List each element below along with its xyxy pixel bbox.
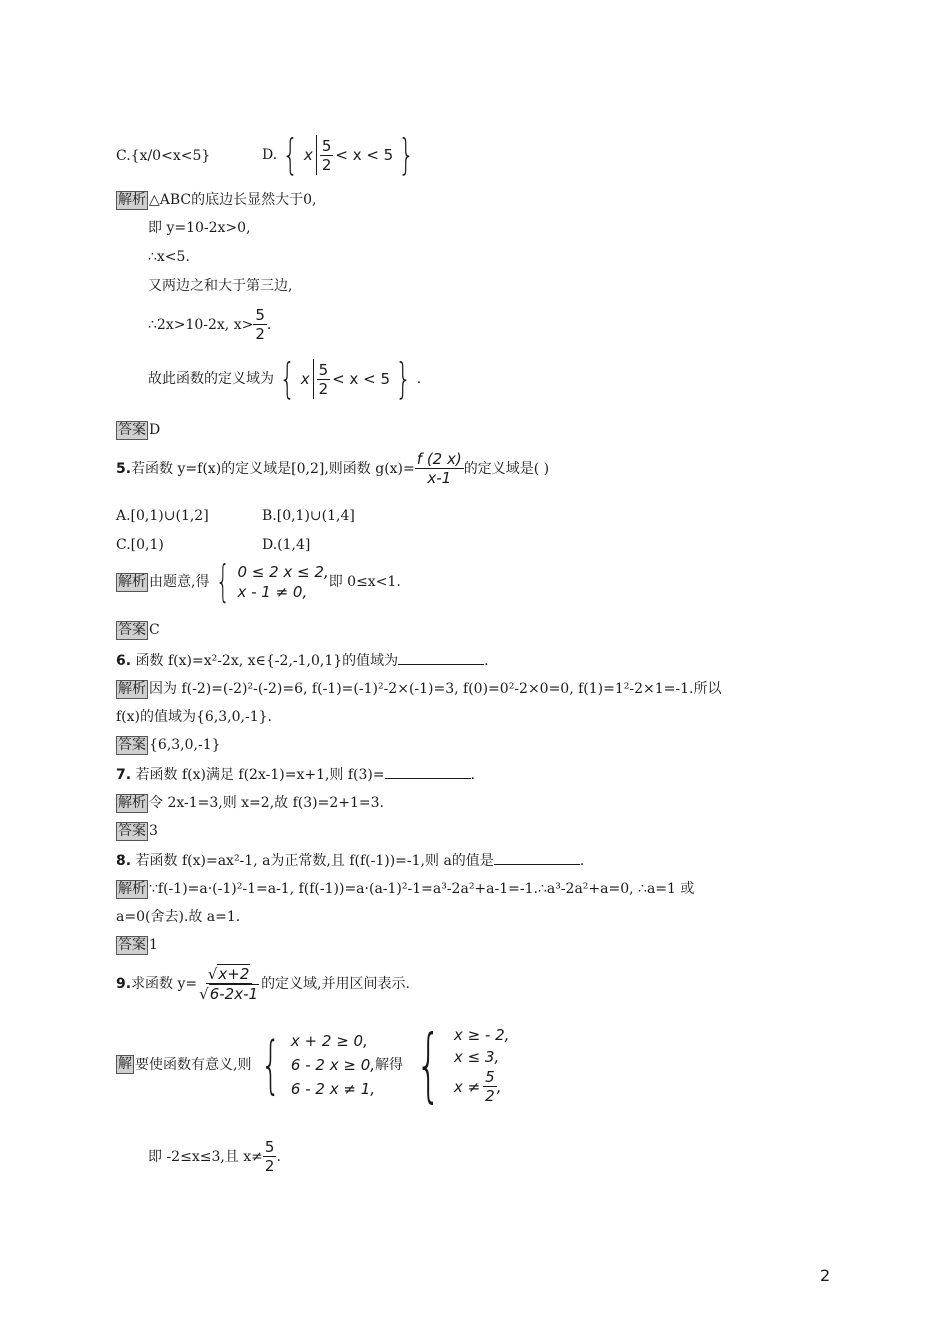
q6-analysis-text: 因为 f(-2)=(-2)²-(-2)=6, f(-1)=(-1)²-2×(-1)=3, f(0)=0²-2×0=0, f(1)=1²-2×1=-1.所以	[149, 681, 722, 697]
q4-option-d-var: x	[303, 146, 313, 164]
question-number: 5.	[116, 460, 132, 477]
q7-answer	[116, 821, 158, 841]
q4-analysis-text: △ABC的底边长显然大于0,	[149, 192, 317, 208]
q5-analysis-end: 即 0≤x<1.	[328, 574, 401, 590]
answer-blank	[385, 764, 471, 779]
radicand: 6-2x-1	[209, 985, 259, 1003]
question-number: 7.	[116, 767, 132, 783]
set-bar	[313, 359, 314, 399]
frac-numerator: 5	[321, 136, 332, 155]
q4-option-d-prefix: D.	[262, 147, 278, 163]
sqrt-icon: √	[199, 985, 209, 1003]
q5-analysis	[116, 556, 401, 607]
q9-equation-system-2	[403, 1017, 510, 1111]
analysis-tag: 解析	[118, 192, 146, 208]
q9-final-text: 即 -2≤x≤3,且 x≠	[148, 1148, 263, 1165]
frac-numerator: 5	[485, 1068, 495, 1086]
answer-tag: 答案	[118, 737, 146, 753]
q5-equation-system	[209, 556, 329, 607]
q9-solution	[116, 1017, 510, 1111]
answer-tag: 答案	[118, 622, 146, 638]
q4-analysis-line3: ∴x<5.	[148, 249, 190, 265]
system-row: x - 1 ≠ 0,	[237, 583, 308, 601]
q6-answer	[116, 735, 221, 755]
q5-option-a: A.[0,1)∪(1,2]	[116, 508, 209, 524]
system-row: x + 2 ≥ 0,	[290, 1031, 368, 1050]
left-brace-glyph: {	[415, 1017, 442, 1111]
analysis-tag: 解析	[118, 573, 146, 590]
q9-stem-text: 求函数 y=	[131, 975, 198, 992]
frac-denominator: 2	[255, 325, 265, 343]
q8-answer-value: 1	[149, 937, 158, 953]
q9-fraction	[197, 964, 261, 1003]
radicand: x+2	[218, 965, 250, 983]
q5-stem	[116, 450, 549, 487]
q9-stem-end: 的定义域,并用区间表示.	[261, 975, 410, 992]
q9-equation-system-1	[251, 1029, 375, 1101]
frac-denominator: 2	[264, 1157, 275, 1175]
q8-stem-text: 若函数 f(x)=ax²-1, a为正常数,且 f(f(-1))=-1,则 a的值是	[135, 853, 494, 869]
system-row-end: ,	[496, 1077, 502, 1096]
q4-analysis-line5	[148, 306, 271, 343]
frac-denominator: x-1	[427, 469, 452, 487]
system-row	[454, 1068, 509, 1105]
q6-analysis-line2: f(x)的值域为{6,3,0,-1}.	[116, 709, 272, 725]
q4-line6-text: 故此函数的定义域为	[148, 371, 274, 387]
q5-answer-value: C	[149, 622, 160, 638]
frac-denominator: 2	[321, 155, 332, 174]
q9-solution-mid: 解得	[375, 1056, 404, 1073]
set-bar	[316, 135, 317, 175]
q6-analysis-line1	[116, 679, 721, 699]
q6-stem-end: .	[484, 653, 489, 669]
system-row: x ≤ 3,	[453, 1048, 500, 1066]
q9-solution-text: 要使函数有意义,则	[135, 1056, 252, 1073]
q8-answer	[116, 935, 158, 955]
frac-numerator: 5	[264, 1138, 275, 1156]
q4-option-c: C.{x/0<x<5}	[116, 148, 211, 164]
question-number: 6.	[116, 653, 132, 669]
q4-line5-end: .	[266, 316, 272, 333]
solution-tag: 解	[118, 1056, 132, 1072]
q8-analysis-text: ∵f(-1)=a·(-1)²-1=a-1, f(f(-1))=a·(a-1)²-1=a³-2a²+a-1=-1.∴a³-2a²+a=0, ∴a=1 或	[149, 881, 695, 897]
q4-line6-rest: < x < 5	[332, 370, 391, 388]
q6-answer-value: {6,3,0,-1}	[149, 737, 221, 753]
q6-stem	[116, 650, 489, 671]
q8-stem-end: .	[579, 853, 585, 869]
question-number: 9.	[116, 975, 132, 992]
frac-numerator: f (2 x)	[416, 450, 462, 468]
system-row: 6 - 2 x ≠ 1,	[290, 1079, 376, 1098]
analysis-tag: 解析	[118, 681, 146, 697]
q4-line6-end: .	[416, 371, 422, 387]
q4-line6-var: x	[300, 370, 310, 388]
q7-analysis	[116, 793, 384, 813]
page-number: 2	[820, 1266, 831, 1285]
left-brace-glyph: {	[261, 1027, 282, 1101]
frac-denominator	[197, 984, 261, 1003]
q7-stem-text: 若函数 f(x)满足 f(2x-1)=x+1,则 f(3)=	[135, 767, 385, 783]
q4-analysis-line4: 又两边之和大于第三边,	[148, 278, 293, 294]
system-row: x ≥ - 2,	[453, 1026, 510, 1044]
q8-stem	[116, 850, 584, 871]
left-brace-glyph: {	[282, 130, 299, 179]
q5-analysis-text: 由题意,得	[149, 574, 210, 590]
answer-tag: 答案	[118, 937, 146, 953]
q4-option-d	[262, 130, 420, 179]
right-brace-glyph: }	[398, 130, 415, 179]
q4-analysis-line2: 即 y=10-2x>0,	[148, 220, 251, 236]
system-row: 6 - 2 x ≥ 0,	[290, 1055, 376, 1074]
sqrt-icon: √	[207, 965, 218, 983]
q9-final-fraction	[263, 1138, 277, 1175]
analysis-tag: 解析	[118, 795, 146, 811]
system-row: 0 ≤ 2 x ≤ 2,	[237, 563, 329, 581]
answer-blank	[494, 850, 580, 865]
question-number: 8.	[116, 853, 132, 869]
frac-numerator	[206, 964, 253, 984]
q4-answer	[116, 420, 160, 440]
right-brace-glyph: }	[395, 354, 412, 403]
q5-option-b: B.[0,1)∪(1,4]	[262, 508, 355, 524]
q5-fraction	[415, 450, 464, 487]
frac-numerator: 5	[318, 360, 329, 379]
q5-answer	[116, 620, 160, 640]
q8-analysis-line1	[116, 879, 694, 899]
left-brace-glyph: {	[279, 354, 296, 403]
q4-analysis-line6	[148, 354, 422, 403]
frac-numerator: 5	[255, 306, 265, 324]
analysis-tag: 解析	[118, 881, 146, 897]
q6-stem-text: 函数 f(x)=x²-2x, x∈{-2,-1,0,1}的值域为	[135, 653, 399, 669]
q5-stem-end: 的定义域是( )	[463, 460, 550, 477]
q8-analysis-line2: a=0(舍去).故 a=1.	[116, 909, 241, 925]
q7-analysis-text: 令 2x-1=3,则 x=2,故 f(3)=2+1=3.	[149, 795, 384, 811]
answer-tag: 答案	[118, 422, 146, 438]
q7-stem-end: .	[470, 767, 476, 783]
q4-line6-fraction	[317, 361, 331, 398]
answer-blank	[398, 650, 484, 665]
q9-final	[148, 1138, 281, 1175]
system-row-text: x ≠	[453, 1077, 481, 1096]
q7-answer-value: 3	[149, 823, 158, 839]
q7-stem	[116, 764, 475, 785]
left-brace-glyph: {	[216, 556, 231, 607]
q4-option-d-rest: < x < 5	[335, 146, 394, 164]
q4-answer-value: D	[149, 422, 161, 438]
frac-denominator: 2	[485, 1087, 495, 1105]
q9-stem	[116, 964, 410, 1003]
answer-tag: 答案	[118, 823, 146, 839]
q4-line5-fraction	[253, 306, 267, 343]
q5-option-c: C.[0,1)	[116, 537, 164, 553]
q4-option-d-fraction	[320, 137, 334, 174]
q9-final-end: .	[276, 1148, 281, 1165]
q5-option-d: D.(1,4]	[262, 537, 311, 553]
frac-denominator: 2	[318, 379, 329, 398]
system-row-fraction	[483, 1068, 497, 1105]
q4-line5-text: ∴2x>10-2x, x>	[148, 316, 254, 333]
q4-analysis-line1	[116, 190, 317, 210]
q5-stem-text: 若函数 y=f(x)的定义域是[0,2],则函数 g(x)=	[131, 460, 415, 477]
